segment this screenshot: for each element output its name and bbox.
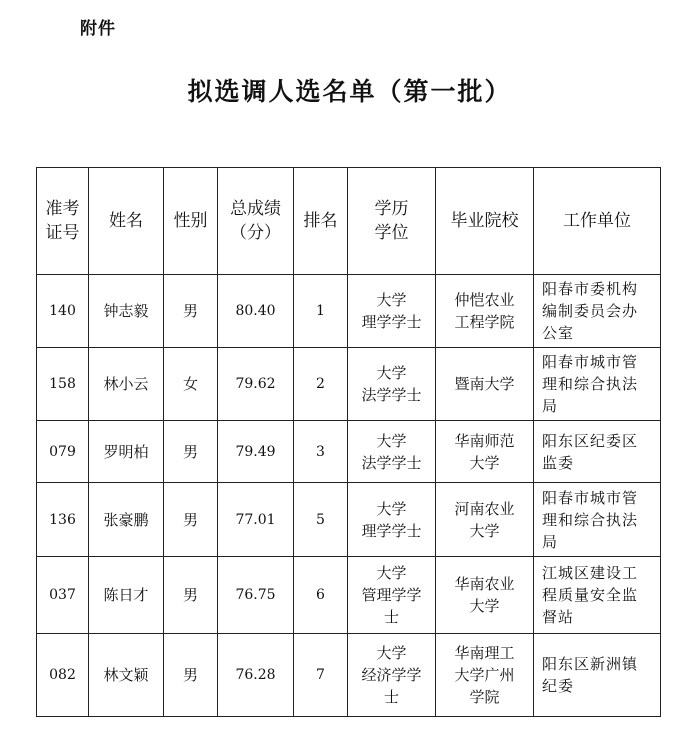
rank-cell: 2 <box>294 348 348 421</box>
exam-id-cell: 082 <box>37 634 89 717</box>
name-cell: 林文颖 <box>89 634 164 717</box>
work-unit-cell: 阳春市委机构 编制委员会办 公室 <box>534 275 661 348</box>
score-cell: 79.62 <box>218 348 294 421</box>
degree-cell: 大学 法学学士 <box>348 421 436 483</box>
work-unit-cell: 江城区建设工 程质量安全监 督站 <box>534 557 661 634</box>
school-cell: 华南农业 大学 <box>436 557 534 634</box>
work-unit-cell: 阳东区纪委区 监委 <box>534 421 661 483</box>
table-row <box>37 483 661 557</box>
name-cell: 罗明柏 <box>89 421 164 483</box>
score-cell: 79.49 <box>218 421 294 483</box>
school-cell: 华南理工 大学广州 学院 <box>436 634 534 717</box>
school-cell: 暨南大学 <box>436 348 534 421</box>
column-header-score: 总成绩 （分） <box>218 168 294 275</box>
column-header-rank: 排名 <box>294 168 348 275</box>
gender-cell: 男 <box>164 421 218 483</box>
name-cell: 陈日才 <box>89 557 164 634</box>
table-row <box>37 421 661 483</box>
exam-id-cell: 140 <box>37 275 89 348</box>
exam-id-cell: 136 <box>37 483 89 557</box>
table-row <box>37 557 661 634</box>
table-row <box>37 348 661 421</box>
school-cell: 华南师范 大学 <box>436 421 534 483</box>
exam-id-cell: 037 <box>37 557 89 634</box>
column-header-school: 毕业院校 <box>436 168 534 275</box>
degree-cell: 大学 经济学学 士 <box>348 634 436 717</box>
gender-cell: 男 <box>164 557 218 634</box>
table-header-row <box>37 168 661 275</box>
column-header-name: 姓名 <box>89 168 164 275</box>
column-header-exam-id: 准考 证号 <box>37 168 89 275</box>
gender-cell: 男 <box>164 634 218 717</box>
table-row <box>37 275 661 348</box>
document-title: 拟选调人选名单（第一批） <box>187 77 512 106</box>
rank-cell: 5 <box>294 483 348 557</box>
exam-id-cell: 079 <box>37 421 89 483</box>
score-cell: 77.01 <box>218 483 294 557</box>
gender-cell: 女 <box>164 348 218 421</box>
work-unit-cell: 阳春市城市管 理和综合执法 局 <box>534 483 661 557</box>
name-cell: 张豪鹏 <box>89 483 164 557</box>
exam-id-cell: 158 <box>37 348 89 421</box>
work-unit-cell: 阳东区新洲镇 纪委 <box>534 634 661 717</box>
degree-cell: 大学 管理学学 士 <box>348 557 436 634</box>
attachment-label: 附件 <box>80 19 116 39</box>
column-header-gender: 性别 <box>164 168 218 275</box>
degree-cell: 大学 法学学士 <box>348 348 436 421</box>
score-cell: 80.40 <box>218 275 294 348</box>
name-cell: 林小云 <box>89 348 164 421</box>
school-cell: 河南农业 大学 <box>436 483 534 557</box>
name-cell: 钟志毅 <box>89 275 164 348</box>
score-cell: 76.75 <box>218 557 294 634</box>
column-header-work-unit: 工作单位 <box>534 168 661 275</box>
rank-cell: 7 <box>294 634 348 717</box>
work-unit-cell: 阳春市城市管 理和综合执法 局 <box>534 348 661 421</box>
gender-cell: 男 <box>164 483 218 557</box>
degree-cell: 大学 理学学士 <box>348 275 436 348</box>
score-cell: 76.28 <box>218 634 294 717</box>
rank-cell: 1 <box>294 275 348 348</box>
rank-cell: 6 <box>294 557 348 634</box>
table-row <box>37 634 661 717</box>
rank-cell: 3 <box>294 421 348 483</box>
gender-cell: 男 <box>164 275 218 348</box>
school-cell: 仲恺农业 工程学院 <box>436 275 534 348</box>
candidate-table <box>36 167 661 717</box>
degree-cell: 大学 理学学士 <box>348 483 436 557</box>
column-header-degree: 学历 学位 <box>348 168 436 275</box>
